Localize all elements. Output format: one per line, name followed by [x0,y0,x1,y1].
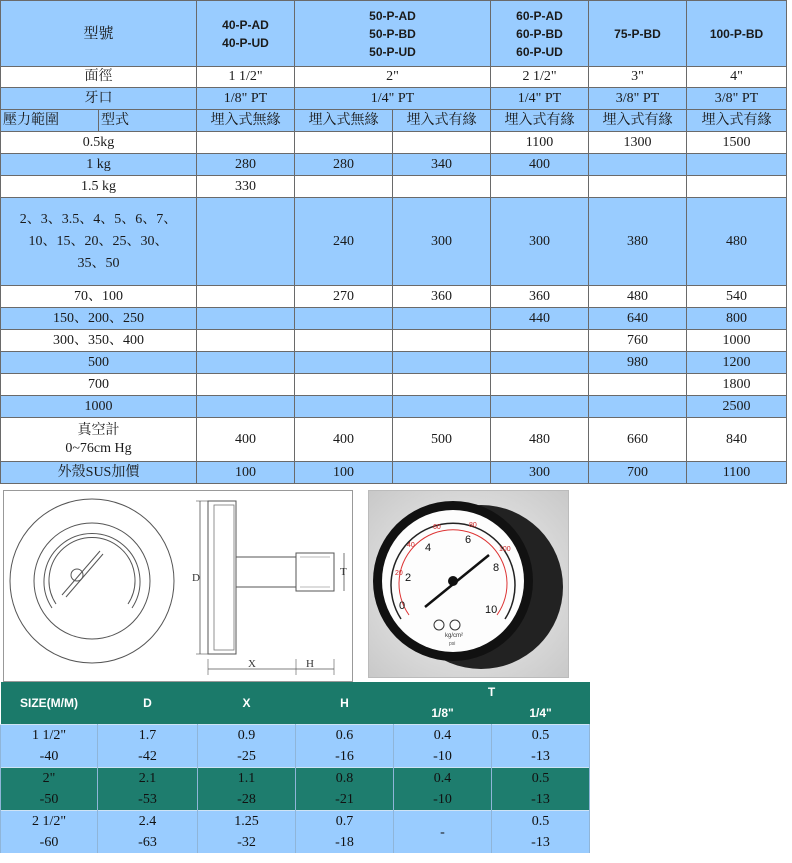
range-label: 0.5kg [1,132,197,154]
table-row [1,746,590,768]
cell [295,374,393,396]
dial-inner-number: 80 [469,522,477,529]
cell: 330 [197,176,295,198]
range-label: 1.5 kg [1,176,197,198]
cell: 3/8" PT [589,88,687,110]
range-label-line: 10、15、20、25、30、 [28,233,169,249]
range-label: 1 kg [1,154,197,176]
model-code: 50-P-AD [369,8,416,23]
cell [393,330,491,352]
cell [393,352,491,374]
cell: 840 [687,418,787,462]
cell: 1 1/2" [1,725,98,747]
cell: 700 [589,462,687,484]
cell: 埋入式有緣 [687,110,787,132]
cell: 1100 [491,132,589,154]
dial-number: 4 [425,542,432,554]
dial-inner-number: 20 [395,570,403,577]
range-label [1,418,197,462]
cell: 980 [589,352,687,374]
cell: 400 [295,418,393,462]
cell: 400 [491,154,589,176]
cell [197,352,295,374]
cell [295,396,393,418]
cell: 0.8 [296,768,394,790]
cell: -60 [1,832,98,853]
cell: 0.4 [394,768,492,790]
cell: 2.1 [98,768,198,790]
cell: 240 [295,198,393,286]
cell: 埋入式無緣 [295,110,393,132]
cell: 480 [687,198,787,286]
range-label-line: 35、50 [77,255,120,271]
range-label: 700 [1,374,197,396]
gauge-photo-svg [369,491,568,677]
model-code: 75-P-BD [614,26,661,41]
cell: -13 [492,746,590,768]
cell: 3" [589,67,687,88]
table-row [1,768,590,790]
model-label: 型號 [1,1,197,67]
range-label: 500 [1,352,197,374]
cell: -40 [1,746,98,768]
cell: 480 [491,418,589,462]
cell: 280 [197,154,295,176]
cell: 0.5 [492,768,590,790]
cell [393,396,491,418]
cell [197,132,295,154]
cell [491,176,589,198]
cell [295,132,393,154]
model-code: 60-P-AD [516,8,563,23]
face-diameter-row [1,67,787,88]
cell: 1.7 [98,725,198,747]
dial-number: 0 [399,600,406,612]
t18-header: 1/8" [394,703,492,725]
cell: 1/8" PT [197,88,295,110]
range-label [1,198,197,286]
x-header: X [198,682,296,725]
cell [197,308,295,330]
range-label: 1000 [1,396,197,418]
range-label: 外殼SUS加價 [1,462,197,484]
model-code: 40-P-AD [222,17,269,32]
cell: 300 [393,198,491,286]
cell: -13 [492,789,590,811]
range-label-line: 真空計 [77,422,120,438]
model-40 [197,1,295,67]
cell: 1300 [589,132,687,154]
h-header: H [296,682,394,725]
size-header: SIZE(M/M) [1,682,98,725]
cell: 660 [589,418,687,462]
cell: -10 [394,789,492,811]
cell: 280 [295,154,393,176]
table-row [1,330,787,352]
cell: 760 [589,330,687,352]
cell: -25 [198,746,296,768]
cell: 300 [491,198,589,286]
table-row [1,154,787,176]
size-header-row [1,682,590,703]
model-60 [491,1,589,67]
cell: 2 1/2" [1,811,98,833]
cell [687,176,787,198]
cell: 埋入式有緣 [589,110,687,132]
gauge-photo [368,490,569,678]
cell [295,330,393,352]
cell [491,352,589,374]
cell: 380 [589,198,687,286]
cell [393,462,491,484]
cell: 2" [295,67,491,88]
cell: -16 [296,746,394,768]
cell: 2" [1,768,98,790]
dial-number: 6 [465,534,472,546]
table-row [1,132,787,154]
cell [197,198,295,286]
cell [295,308,393,330]
table-row [1,789,590,811]
table-row [1,832,590,853]
t-header: T [394,682,590,703]
cell [393,374,491,396]
table-row [1,462,787,484]
cell: 1100 [687,462,787,484]
d-header: D [98,682,198,725]
model-code: 100-P-BD [709,26,764,41]
dial-number: 10 [485,604,498,616]
cell: -18 [296,832,394,853]
cell [589,176,687,198]
cell: 0.5 [492,811,590,833]
cell: 0.7 [296,811,394,833]
cell: 800 [687,308,787,330]
type-row [1,110,787,132]
range-label: 70、100 [1,286,197,308]
cell: 270 [295,286,393,308]
cell: 300 [491,462,589,484]
model-75 [589,1,687,67]
range-label: 150、200、250 [1,308,197,330]
range-label-line: 2、3、3.5、4、5、6、7、 [19,211,178,227]
cell: 400 [197,418,295,462]
cell: 1500 [687,132,787,154]
cell: 1800 [687,374,787,396]
cell: 640 [589,308,687,330]
cell: 埋入式有緣 [393,110,491,132]
range-label-line: 0~76cm Hg [65,440,132,456]
dimension-t-label: T [340,566,347,578]
cell: -21 [296,789,394,811]
cell: 0.9 [198,725,296,747]
cell [491,374,589,396]
model-header-row [1,1,787,67]
cell: 1000 [687,330,787,352]
pressure-range-label: 壓力範圍 [1,110,99,132]
range-label: 300、350、400 [1,330,197,352]
cell: 4" [687,67,787,88]
model-50 [295,1,491,67]
model-code: 60-P-BD [516,26,563,41]
dial-unit: kg/cm² [445,633,463,639]
cell: 2500 [687,396,787,418]
cell: -13 [492,832,590,853]
drawing-svg [4,491,352,681]
dimension-h-label: H [306,658,314,670]
cell [687,154,787,176]
cell: -10 [394,746,492,768]
table-row [1,198,787,286]
cell: 100 [295,462,393,484]
t14-header: 1/4" [492,703,590,725]
dial-brand: psi [449,641,456,647]
dimension-x-label: X [248,658,256,670]
dimension-d-label: D [192,572,200,584]
model-100 [687,1,787,67]
cell [393,176,491,198]
cell: 540 [687,286,787,308]
cell [491,330,589,352]
cell: 1.1 [198,768,296,790]
thread-row [1,88,787,110]
cell: 3/8" PT [687,88,787,110]
cell: -28 [198,789,296,811]
cell [295,352,393,374]
gauge-technical-drawing [3,490,353,682]
cell: 360 [393,286,491,308]
cell [197,330,295,352]
cell: 埋入式無緣 [197,110,295,132]
cell: 0.4 [394,725,492,747]
table-row [1,352,787,374]
cell: - [394,811,492,854]
cell: 1.25 [198,811,296,833]
size-table [0,682,590,853]
table-row [1,286,787,308]
cell: 440 [491,308,589,330]
cell [393,132,491,154]
cell: 500 [393,418,491,462]
model-code: 50-P-UD [369,44,416,59]
table-row [1,725,590,747]
table-row [1,308,787,330]
cell: -32 [198,832,296,853]
thread-label: 牙口 [1,88,197,110]
model-code: 50-P-BD [369,26,416,41]
model-code: 60-P-UD [516,44,563,59]
cell: 1/4" PT [491,88,589,110]
table-row [1,396,787,418]
cell: 2 1/2" [491,67,589,88]
cell: -53 [98,789,198,811]
cell [197,286,295,308]
cell [491,396,589,418]
table-row [1,176,787,198]
cell: 100 [197,462,295,484]
dial-inner-number: 100 [499,546,511,553]
cell: 340 [393,154,491,176]
cell: 2.4 [98,811,198,833]
cell [197,396,295,418]
cell [589,374,687,396]
cell: 1/4" PT [295,88,491,110]
table-row [1,418,787,462]
cell [589,154,687,176]
cell: -50 [1,789,98,811]
cell: 埋入式有緣 [491,110,589,132]
cell [393,308,491,330]
face-diameter-label: 面徑 [1,67,197,88]
model-code: 40-P-UD [222,35,269,50]
cell [295,176,393,198]
table-row [1,811,590,833]
cell: 0.6 [296,725,394,747]
dial-inner-number: 60 [433,524,441,531]
cell: -42 [98,746,198,768]
cell: -63 [98,832,198,853]
cell: 1 1/2" [197,67,295,88]
cell: 480 [589,286,687,308]
cell [197,374,295,396]
dial-number: 8 [493,562,500,574]
type-label: 型式 [99,110,197,132]
cell [589,396,687,418]
table-row [1,374,787,396]
cell: 1200 [687,352,787,374]
dial-number: 2 [405,572,412,584]
cell: 0.5 [492,725,590,747]
dial-inner-number: 40 [407,542,415,549]
cell: 360 [491,286,589,308]
